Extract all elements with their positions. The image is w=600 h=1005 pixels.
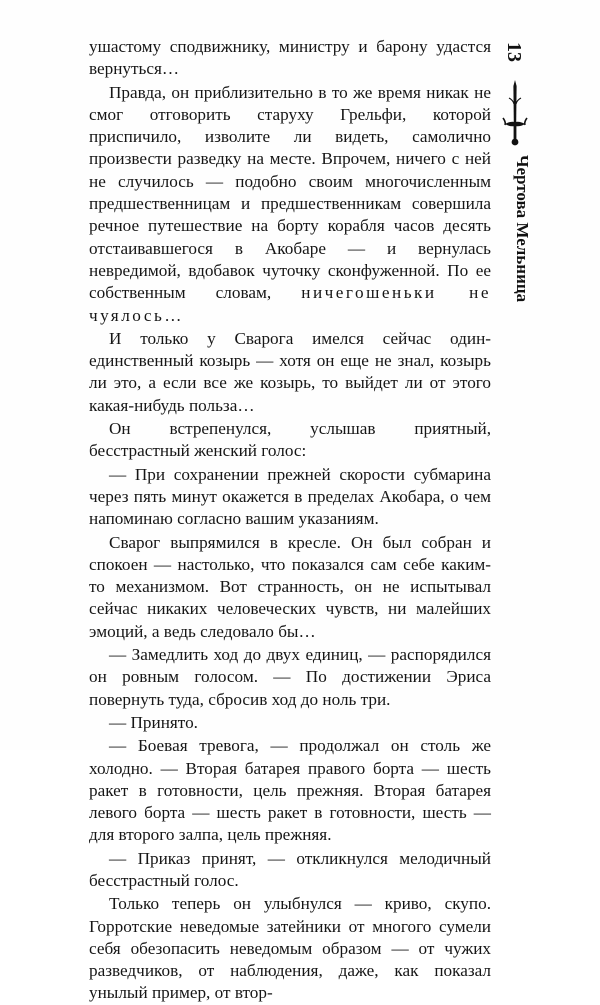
paragraph: ушастому сподвижнику, министру и барону удастся вернуться…	[89, 37, 491, 79]
running-head: Чертова Мельница	[513, 155, 532, 303]
paragraph: — Приказ принят, — откликнулся мелодичный бесстрастный голос.	[89, 848, 491, 890]
spaced-emphasis: ничегошеньки не чуялось…	[89, 283, 491, 325]
paragraph: Он встрепенулся, услышав приятный, бесстрастный женский голос:	[89, 419, 491, 461]
paragraph: — Принято.	[109, 712, 198, 732]
paragraph: Только теперь он улыбнулся — криво, скупо. Горротские неведомые затейники от многого сумели себя обезопасить неведомым образом — от чужих разведчиков, от наблюдения, даже, как показал унылый пример, от втор-	[89, 894, 491, 1003]
paragraph: — Боевая тревога, — продолжал он столь же холодно. — Вторая батарея правого борта — шесть ракет в готовности, цель прежняя. Вторая батарея левого борта — шесть ракет в готовности, шесть — для второго залпа, цель прежняя.	[89, 736, 491, 845]
paragraph: — Замедлить ход до двух единиц, — распорядился он ровным голосом. — По достижении Эриса повернуть туда, сбросив ход до ноль три.	[89, 645, 491, 709]
paragraph: И только у Сварога имелся сейчас один-единственный козырь — хотя он еще не знал, козырь ли это, а если все же козырь, то выйдет ли от этого какая-нибудь польза…	[89, 328, 491, 415]
paragraph: — При сохранении прежней скорости субмарина через пять минут окажется в пределах Акобара, о чем напоминаю согласно вашим указаниям.	[89, 464, 491, 529]
page-number: 13	[503, 42, 525, 62]
sword-ornament-icon	[500, 78, 530, 150]
paragraph	[89, 82, 491, 327]
body-text	[89, 36, 491, 1005]
paragraph-text: Правда, он приблизительно в то же время никак не смог отговорить старуху Грельфи, которой приспичило, изволите ли видеть, самолично произвести разведку на месте. Впрочем, ничего с ней не случилось — подобно своим многочисленным предшественницам и предшественникам совершила речное путешествие на борту корабля часов десять отстаивавшегося в Акобаре — и вернулась невредимой, вдобавок чуточку сконфуженной. По ее собственным словам,	[89, 82, 491, 303]
paragraph: Сварог выпрямился в кресле. Он был собран и спокоен — настолько, что показался сам себе каким-то механизмом. Вот странность, он не испытывал сейчас никаких человеческих чувств, ни малейших эмоций, а ведь следовало бы…	[89, 532, 491, 641]
